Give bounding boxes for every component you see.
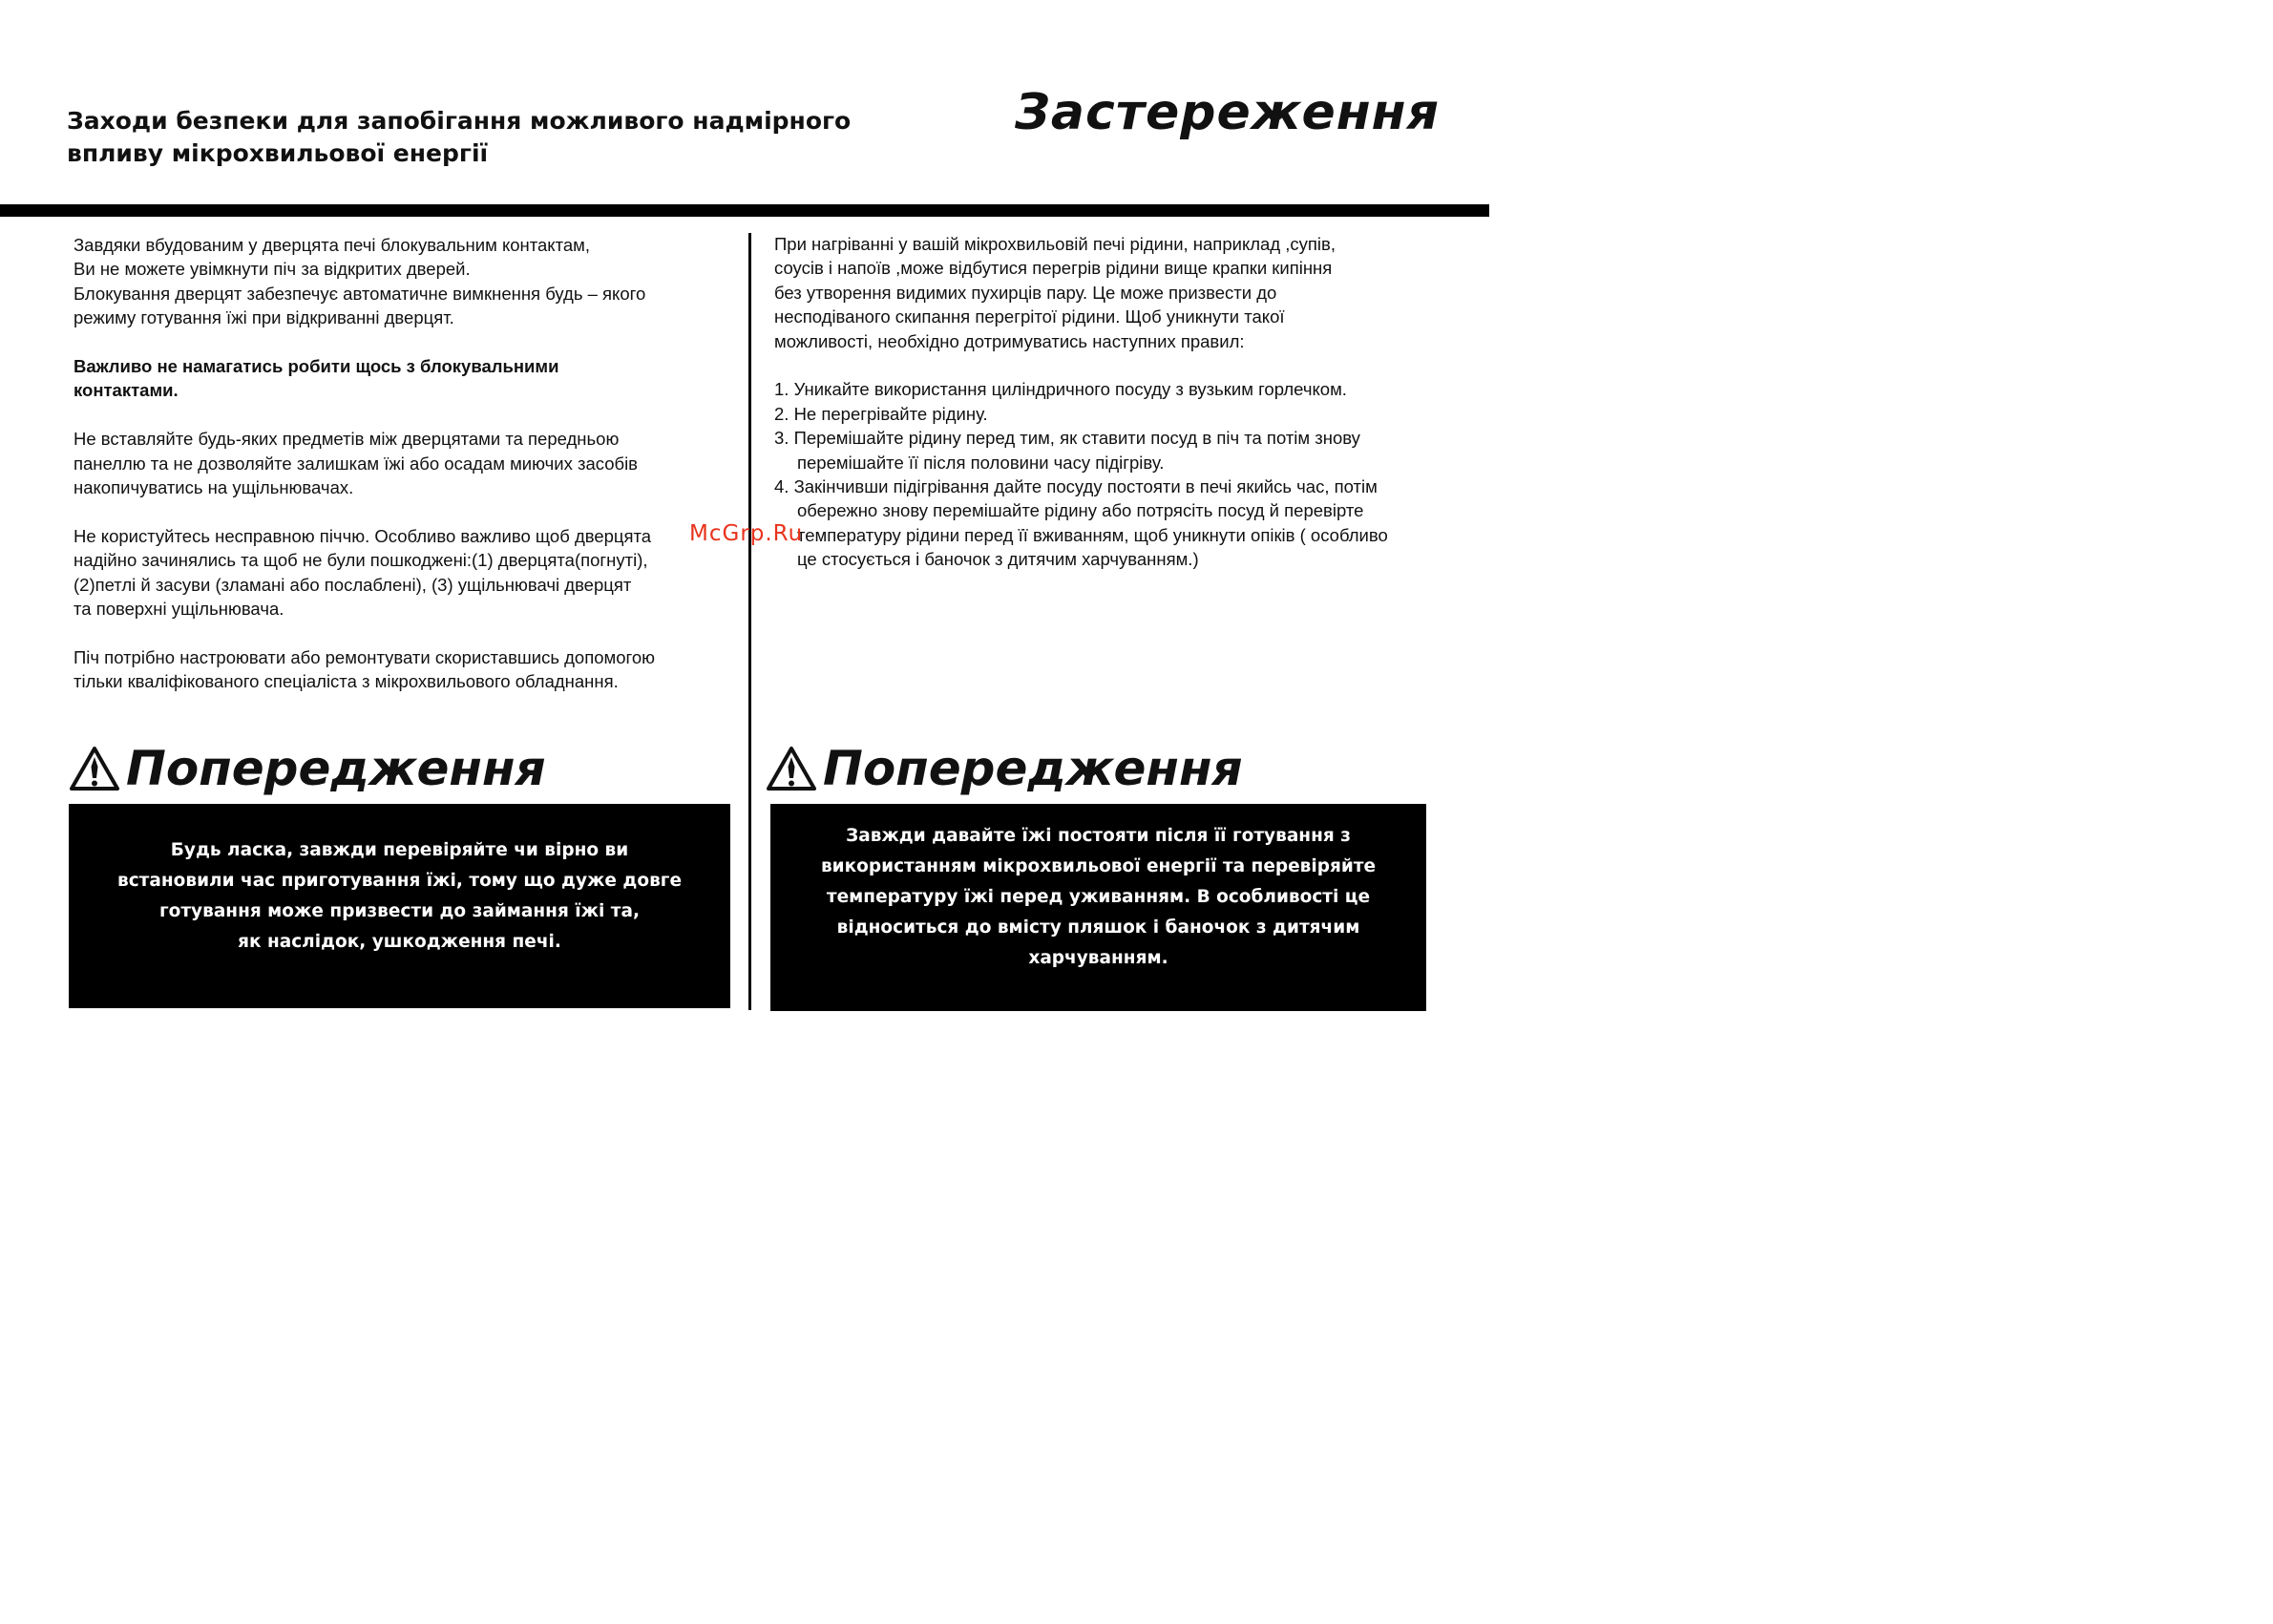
page-subtitle bbox=[67, 105, 926, 170]
text-line: без утворення видимих пухирців пару. Це може призвести до bbox=[774, 282, 1277, 303]
column-divider bbox=[748, 233, 751, 1010]
text-line: перемішайте її після половини часу підігріву. bbox=[797, 452, 1165, 473]
text-line: відноситься до вмісту пляшок і баночок з дитячим bbox=[836, 917, 1360, 938]
text-line: обережно знову перемішайте рідину або потрясіть посуд й перевірте bbox=[797, 500, 1364, 521]
watermark: McGrp.Ru bbox=[689, 521, 804, 546]
text-line: Не вставляйте будь-яких предметів між дверцятами та передньою bbox=[74, 429, 620, 450]
text-line: Піч потрібно настроювати або ремонтувати скориставшись допомогою bbox=[74, 646, 656, 667]
text-line: це стосується і баночок з дитячим харчуванням.) bbox=[797, 549, 1199, 570]
text-line: харчуванням. bbox=[1028, 947, 1168, 968]
list-item bbox=[774, 475, 1471, 572]
text-line: Не користуйтесь несправною піччю. Особливо важливо щоб дверцята bbox=[74, 525, 652, 546]
warning-title: Попередження bbox=[823, 741, 1243, 796]
faulty-oven-paragraph bbox=[74, 524, 742, 622]
text-line: температуру їжі перед уживанням. В особливості це bbox=[826, 886, 1371, 907]
subtitle-line: впливу мікрохвильової енергії bbox=[67, 139, 489, 167]
list-item bbox=[774, 426, 1471, 475]
subtitle-line: Заходи безпеки для запобігання можливого надмірного bbox=[67, 107, 852, 135]
text-line: 1. Уникайте використання циліндричного посуду з вузьким горлечком. bbox=[774, 379, 1347, 400]
text-line: надійно зачинялись та щоб не були пошкоджені:(1) дверцята(погнуті), bbox=[74, 550, 648, 571]
text-line: При нагріванні у вашій мікрохвильовій печі рідини, наприклад ,супів, bbox=[774, 234, 1336, 254]
text-line: соусів і напоїв ,може відбутися перегрів рідини вище крапки кипіння bbox=[774, 258, 1333, 279]
warning-title: Попередження bbox=[126, 741, 546, 796]
warning-heading-right bbox=[766, 741, 1243, 796]
text-line: Завжди давайте їжі постояти після її готування з bbox=[846, 825, 1351, 846]
warning-box-left bbox=[69, 804, 730, 1008]
text-line: контактами. bbox=[74, 380, 179, 401]
rules-list bbox=[774, 377, 1471, 571]
text-line: Ви не можете увімкнути піч за відкритих дверей. bbox=[74, 259, 471, 280]
text-line: накопичуватись на ущільнювачах. bbox=[74, 477, 354, 498]
text-line: (2)петлі й засуви (зламані або послаблені), (3) ущільнювачі дверцят bbox=[74, 574, 632, 595]
text-line: використанням мікрохвильової енергії та перевіряйте bbox=[820, 855, 1377, 876]
superheating-intro bbox=[774, 232, 1471, 353]
text-line: температуру рідини перед її вживанням, щоб уникнути опіків ( особливо bbox=[797, 524, 1388, 545]
text-line: несподіваного скипання перегрітої рідини. Щоб уникнути такої bbox=[774, 306, 1285, 327]
text-line: як наслідок, ушкодження печі. bbox=[238, 932, 561, 952]
interlock-paragraph bbox=[74, 233, 742, 330]
text-line: 2. Не перегрівайте рідину. bbox=[774, 403, 988, 424]
text-line: Будь ласка, завжди перевіряйте чи вірно ви bbox=[170, 840, 629, 860]
door-objects-paragraph bbox=[74, 427, 742, 499]
list-item bbox=[774, 377, 1471, 401]
text-line: Важливо не намагатись робити щось з блокувальними bbox=[74, 356, 559, 377]
text-line: 4. Закінчивши підігрівання дайте посуду постояти в печі якийсь час, потім bbox=[774, 476, 1378, 497]
text-line: 3. Перемішайте рідину перед тим, як ставити посуд в піч та потім знову bbox=[774, 428, 1360, 449]
left-column bbox=[74, 233, 742, 718]
warning-heading-left bbox=[69, 741, 546, 796]
interlock-warning-paragraph bbox=[74, 354, 742, 403]
page-title: Застереження bbox=[1014, 84, 1440, 141]
text-line: та поверхні ущільнювача. bbox=[74, 599, 284, 620]
text-line: Завдяки вбудованим у дверцята печі блокувальним контактам, bbox=[74, 235, 591, 255]
text-line: режиму готування їжі при відкриванні дверцят. bbox=[74, 307, 454, 328]
warning-triangle-icon bbox=[69, 746, 120, 791]
warning-box-right bbox=[770, 804, 1426, 1011]
text-line: можливості, необхідно дотримуватись наступних правил: bbox=[774, 330, 1245, 351]
text-line: Блокування дверцят забезпечує автоматичне вимкнення будь – якого bbox=[74, 283, 646, 304]
text-line: тільки кваліфікованого спеціаліста з мікрохвильового обладнання. bbox=[74, 671, 619, 692]
header-divider bbox=[0, 204, 1489, 217]
list-item bbox=[774, 402, 1471, 426]
text-line: готування може призвести до займання їжі та, bbox=[158, 901, 641, 921]
text-line: встановили час приготування їжі, тому що дуже довге bbox=[117, 871, 682, 891]
warning-triangle-icon bbox=[766, 746, 817, 791]
right-column bbox=[774, 232, 1471, 572]
text-line: панеллю та не дозволяйте залишкам їжі або осадам миючих засобів bbox=[74, 453, 639, 474]
service-paragraph bbox=[74, 645, 742, 694]
